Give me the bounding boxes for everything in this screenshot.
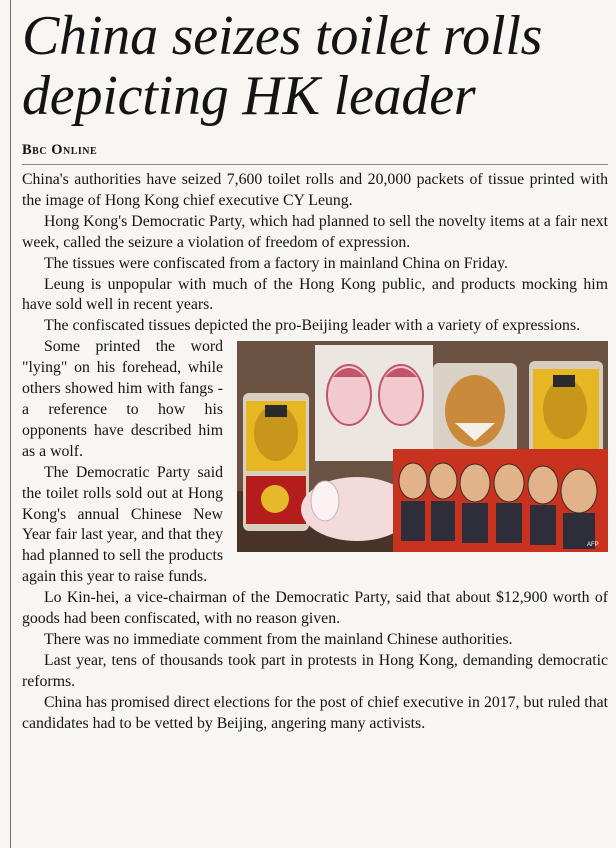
paragraph: China's authorities have seized 7,600 toilet rolls and 20,000 packets of tissue printed with the image of Hong Kong chief executive CY Leung. [22, 171, 608, 209]
source-credit: Bbc Online [22, 142, 98, 158]
paragraph: The Democratic Party said the toilet rolls sold out at Hong Kong's annual Chinese New Year fair last year, and that they had planned to sell the products again this year to raise funds. [22, 463, 223, 586]
paragraph: Lo Kin-hei, a vice-chairman of the Democratic Party, said that about $12,900 worth of goods had been confiscated, with no reason given. [22, 589, 608, 628]
headline-line-2: depicting HK leader [22, 65, 476, 127]
paragraph: The confiscated tissues depicted the pro-Beijing leader with a variety of expressions. [44, 317, 581, 335]
photo-illustration [237, 341, 608, 552]
article [22, 6, 608, 734]
column-rule [10, 0, 11, 848]
paragraph: There was no immediate comment from the mainland Chinese authorities. [44, 630, 513, 648]
paragraph: China has promised direct elections for the post of chief executive in 2017, but ruled that candidates had to be vetted by Beijing, angering many activists. [22, 693, 608, 732]
paragraph: Some printed the word "lying" on his forehead, while others showed him with fangs - a reference to how his opponents have described him as a wolf. [22, 338, 223, 460]
paragraph: The tissues were confiscated from a factory in mainland China on Friday. [44, 254, 508, 272]
paragraph: Hong Kong's Democratic Party, which had planned to sell the novelty items at a fair next week, called the seizure a violation of freedom of expression. [22, 212, 608, 251]
article-body [22, 170, 608, 734]
byline-divider [22, 164, 608, 165]
photo-credit: AFP [587, 542, 599, 549]
toilet-rolls-photo [237, 341, 608, 552]
headline [22, 6, 608, 126]
paragraph: Leung is unpopular with much of the Hong Kong public, and products mocking him have sold well in recent years. [22, 275, 608, 314]
headline-line-1: China seizes toilet rolls [22, 5, 543, 67]
paragraph: Last year, tens of thousands took part in protests in Hong Kong, demanding democratic reforms. [22, 651, 608, 690]
